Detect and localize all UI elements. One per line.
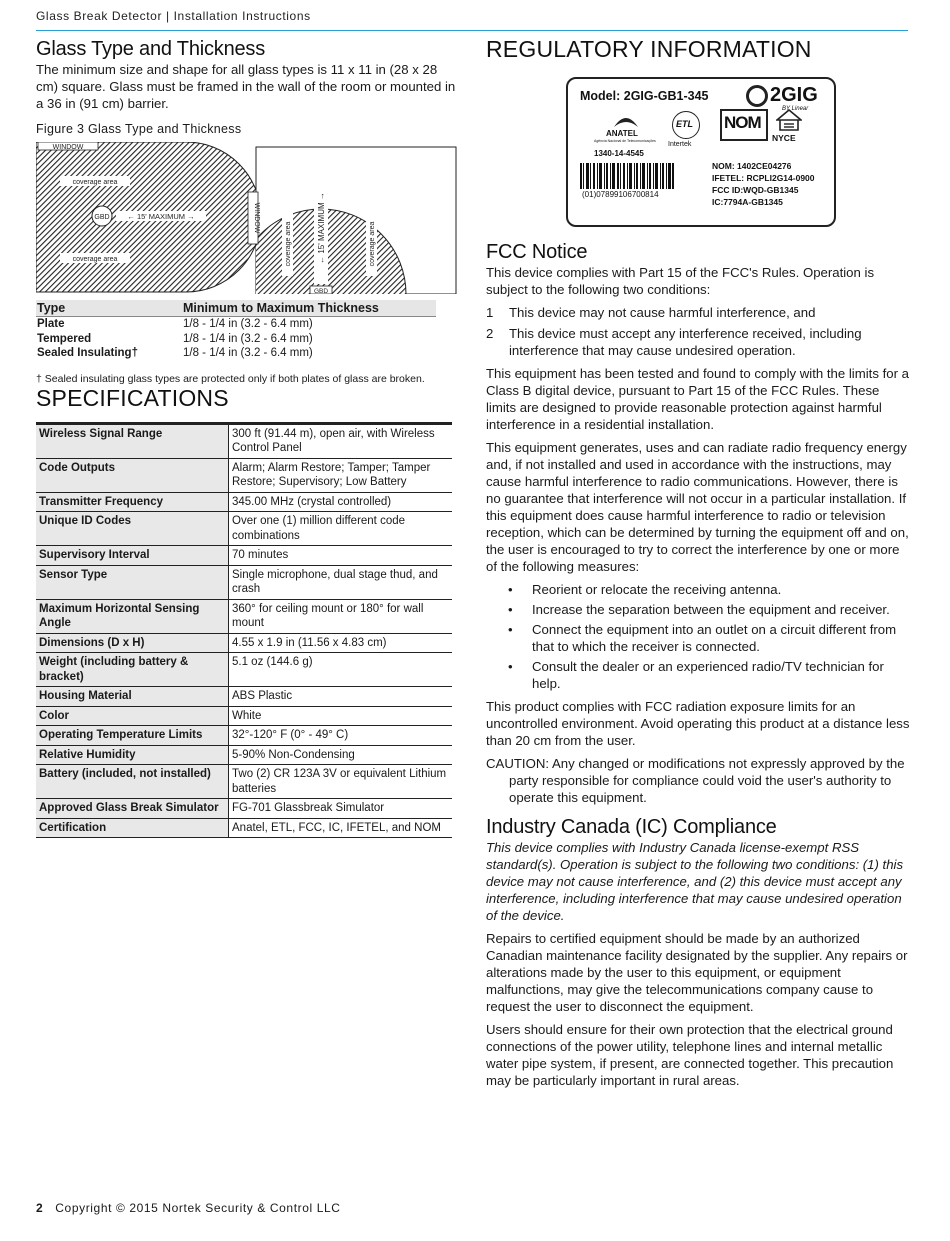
coverage-label-right-a: coverage area (285, 221, 292, 267)
specifications-table (36, 422, 452, 839)
table-row (36, 332, 436, 347)
figure-caption: Figure 3 Glass Type and Thickness (36, 122, 242, 136)
table-row (36, 423, 452, 458)
label-anatel-sub: Agência Nacional de Telecomunicações (594, 139, 656, 143)
spec-name-cell: Transmitter Frequency (36, 492, 229, 512)
spec-name-cell: Certification (36, 818, 229, 838)
coverage-label-bottom: coverage area (72, 256, 118, 263)
glass-footnote: † Sealed insulating glass types are protected only if both plates of glass are broken. (36, 372, 425, 385)
table-row (36, 687, 452, 707)
label-etl: ETL (676, 119, 693, 129)
table-row (36, 458, 452, 492)
spec-value-cell: Over one (1) million different code combinations (229, 512, 453, 546)
glass-type-cell: Plate (37, 318, 65, 330)
condition-number: 2 (486, 326, 494, 341)
glass-intro: The minimum size and shape for all glass types is 11 x 11 in (28 x 28 cm) square. Glass must be framed in the wall of the room or mounted in a 36 in (91 cm) barrier. (36, 62, 456, 111)
spec-value-cell: 345.00 MHz (crystal controlled) (229, 492, 453, 512)
thickness-cell: 1/8 - 1/4 in (3.2 - 6.4 mm) (183, 332, 313, 345)
spec-value-cell: Two (2) CR 123A 3V or equivalent Lithium batteries (229, 765, 453, 799)
col-thickness: Minimum to Maximum Thickness (182, 300, 436, 317)
glass-type-cell: Sealed Insulating† (37, 347, 138, 359)
window-label-left: WINDOW (52, 144, 84, 151)
left-column (36, 38, 456, 838)
nom-logo-icon (720, 109, 768, 141)
glass-type-cell: Tempered (37, 332, 92, 345)
fcc-intro: This device complies with Part 15 of the FCC's Rules. Operation is subject to the following two conditions: (486, 265, 875, 297)
fcc-exposure-paragraph: This product complies with FCC radiation exposure limits for an uncontrolled environment. Avoid operating this product at a distance less than 20 cm from the user. (486, 699, 910, 748)
coverage-label-right-b: coverage area (369, 221, 376, 267)
label-fcc-id: FCC ID:WQD-GB1345 (712, 185, 799, 195)
label-anatel: ANATEL (606, 129, 638, 138)
nyce-logo-icon (776, 109, 802, 131)
table-row (36, 346, 436, 361)
label-anatel-code: 1340-14-4545 (594, 149, 644, 158)
spec-value-cell: 70 minutes (229, 546, 453, 566)
table-row (36, 546, 452, 566)
table-row (36, 799, 452, 819)
ceiling-mount-diagram (236, 147, 456, 294)
fcc-caution: CAUTION: Any changed or modifications not expressly approved by the party responsible for compliance could void the user's authority to operate this equipment. (486, 756, 905, 805)
list-item: • Connect the equipment into an outlet on a circuit different from that to which the receiver is connected. (486, 621, 910, 655)
label-nom-number: NOM: 1402CE04276 (712, 161, 792, 171)
spec-name-cell: Dimensions (D x H) (36, 633, 229, 653)
page-footer (36, 1201, 341, 1215)
spec-value-cell: 5.1 oz (144.6 g) (229, 653, 453, 687)
ic-repairs-paragraph: Repairs to certified equipment should be made by an authorized Canadian maintenance facility designated by the supplier. Any repairs or alterations made by the user to this equipment, or equipment malfunctions, may give the telecommunications company cause to request the user to disconnect the equipment. (486, 931, 908, 1014)
fcc-notice-title: FCC Notice (486, 241, 588, 263)
spec-value-cell: 360° for ceiling mount or 180° for wall mount (229, 599, 453, 633)
spec-name-cell: Operating Temperature Limits (36, 726, 229, 746)
col-type: Type (36, 300, 182, 317)
running-header: Glass Break Detector | Installation Instructions (36, 9, 311, 23)
spec-name-cell: Color (36, 706, 229, 726)
etl-logo-icon (672, 111, 700, 139)
spec-name-cell: Unique ID Codes (36, 512, 229, 546)
condition-text: This device must accept any interference received, including interference that may cause undesired operation. (509, 326, 862, 358)
ic-compliance-title: Industry Canada (IC) Compliance (486, 816, 777, 838)
label-ic-number: IC:7794A-GB1345 (712, 197, 783, 207)
spec-name-cell: Approved Glass Break Simulator (36, 799, 229, 819)
spec-value-cell: 300 ft (91.44 m), open air, with Wireless Control Panel (229, 423, 453, 458)
spec-name-cell: Supervisory Interval (36, 546, 229, 566)
table-row (36, 818, 452, 838)
list-item: • Consult the dealer or an experienced radio/TV technician for help. (486, 658, 910, 692)
spec-name-cell: Housing Material (36, 687, 229, 707)
ic-ground-paragraph: Users should ensure for their own protection that the electrical ground connections of the power utility, telephone lines and internal metallic water pipe system, if present, are connected together. This precaution may be particularly important in rural areas. (486, 1022, 894, 1088)
coverage-diagram (36, 142, 458, 294)
wall-mount-diagram (36, 142, 261, 292)
spec-name-cell: Maximum Horizontal Sensing Angle (36, 599, 229, 633)
condition-text: This device may not cause harmful interference, and (509, 305, 816, 320)
spec-name-cell: Battery (included, not installed) (36, 765, 229, 799)
glass-type-title: Glass Type and Thickness (36, 38, 266, 60)
table-row (36, 317, 436, 332)
spec-value-cell: Single microphone, dual stage thud, and crash (229, 565, 453, 599)
label-intertek: Intertek (668, 141, 692, 148)
table-row (36, 492, 452, 512)
condition-number: 1 (486, 305, 494, 320)
max-range-label-left: ← 15' MAXIMUM → (127, 212, 195, 221)
regulatory-title: REGULATORY INFORMATION (486, 36, 812, 62)
spec-name-cell: Weight (including battery & bracket) (36, 653, 229, 687)
label-brand: 2GIG (770, 84, 818, 106)
label-nom: NOM (724, 113, 761, 132)
table-row (36, 633, 452, 653)
spec-value-cell: 5-90% Non-Condensing (229, 745, 453, 765)
barcode-icon (580, 163, 674, 189)
spec-value-cell: 4.55 x 1.9 in (11.56 x 4.83 cm) (229, 633, 453, 653)
list-item (486, 325, 910, 359)
spec-name-cell: Sensor Type (36, 565, 229, 599)
header-rule (36, 30, 908, 31)
product-label (566, 77, 836, 227)
spec-value-cell: ABS Plastic (229, 687, 453, 707)
spec-name-cell: Wireless Signal Range (36, 423, 229, 458)
spec-name-cell: Relative Humidity (36, 745, 229, 765)
page-number: 2 (36, 1201, 44, 1215)
window-label-right: WINDOW (253, 202, 260, 234)
spec-value-cell: White (229, 706, 453, 726)
glass-thickness-table (36, 300, 436, 361)
coverage-label-top: coverage area (72, 179, 118, 186)
fcc-measures-list (486, 581, 910, 692)
anatel-logo-icon (612, 109, 640, 129)
spec-value-cell: 32°-120° F (0° - 49° C) (229, 726, 453, 746)
fcc-interference-paragraph: This equipment generates, uses and can radiate radio frequency energy and, if not installed and used in accordance with the instructions, may cause harmful interference to radio communications. However, there is no guarantee that interference will not occur in a particular installation. If this equipment does cause harmful interference to radio or television reception, which can be determined by turning the equipment off and on, the user is encouraged to try to correct the interference by one or more of the following measures: (486, 440, 909, 574)
table-row (36, 726, 452, 746)
table-header-row (36, 300, 436, 317)
ic-statement: This device complies with Industry Canada license-exempt RSS standard(s). Operation is subject to the following two conditions: (1) this device may not cause interference, and (2) this device must accept any interference, including interference that may cause undesired operation of the device. (486, 840, 904, 923)
table-row (36, 512, 452, 546)
table-row (36, 565, 452, 599)
spec-name-cell: Code Outputs (36, 458, 229, 492)
right-column (486, 36, 910, 1095)
max-range-label-right: ← 15' MAXIMUM → (317, 192, 326, 264)
list-item: • Increase the separation between the equipment and receiver. (486, 601, 910, 618)
brand-logo-icon (746, 85, 768, 107)
thickness-cell: 1/8 - 1/4 in (3.2 - 6.4 mm) (183, 347, 313, 359)
label-ifetel-number: IFETEL: RCPLI2G14-0900 (712, 173, 815, 183)
label-barcode-number: (01)07899106700814 (582, 190, 659, 199)
thickness-cell: 1/8 - 1/4 in (3.2 - 6.4 mm) (183, 318, 313, 330)
gbd-label-left: GBD (94, 214, 110, 221)
gbd-label-right: GBD (313, 288, 329, 294)
list-item: • Reorient or relocate the receiving antenna. (486, 581, 910, 598)
spec-value-cell: Alarm; Alarm Restore; Tamper; Tamper Restore; Supervisory; Low Battery (229, 458, 453, 492)
glass-coverage-figure (36, 142, 458, 294)
fcc-class-b-paragraph: This equipment has been tested and found to comply with the limits for a Class B digital device, pursuant to Part 15 of the FCC Rules. These limits are designed to provide reasonable protection against harmful interference in a residential installation. (486, 366, 909, 432)
table-row (36, 765, 452, 799)
copyright: Copyright © 2015 Nortek Security & Control LLC (55, 1201, 341, 1215)
list-item (486, 304, 910, 321)
table-row (36, 653, 452, 687)
spec-value-cell: Anatel, ETL, FCC, IC, IFETEL, and NOM (229, 818, 453, 838)
table-row (36, 599, 452, 633)
table-row (36, 706, 452, 726)
table-row (36, 745, 452, 765)
specifications-title: SPECIFICATIONS (36, 384, 229, 411)
fcc-conditions-list (486, 304, 910, 359)
label-nyce: NYCE (772, 133, 796, 143)
label-model: Model: 2GIG-GB1-345 (580, 89, 709, 103)
spec-value-cell: FG-701 Glassbreak Simulator (229, 799, 453, 819)
label-brand-sub: BY Linear (782, 106, 809, 112)
